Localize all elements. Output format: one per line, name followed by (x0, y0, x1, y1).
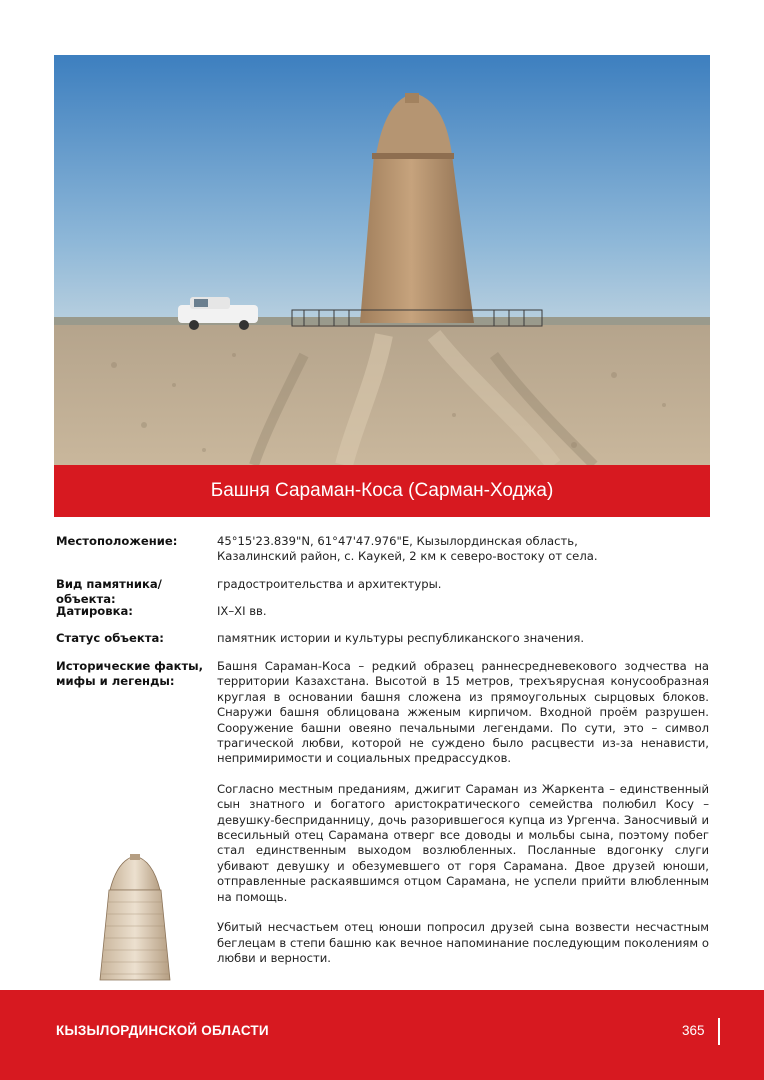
history-label (56, 659, 206, 690)
type-value: градостроительства и архитектуры. (217, 577, 442, 591)
location-line-1: 45°15'23.839"N, 61°47'47.976"E, Кызылординская область, (217, 534, 578, 548)
history-paragraph-1: Башня Сараман-Коса – редкий образец раннесредневекового зодчества на территории Казахстана. Высотой в 15 метров, трехъярусная конусообразная круглая в основании башня сложена из прямоугольных сырцовых блоков. Снаружи башня облицована жженым кирпичом. Входной проём разрушен. Сооружение башни овеяно печальными легендами. По сути, это – символ трагической любви, которой не суждено было расцвести из-за ненависти, непримиримости и социальных предрассудков. (217, 659, 709, 766)
location-value (217, 534, 709, 565)
history-text (217, 659, 709, 966)
dating-value: IX–XI вв. (217, 604, 267, 618)
page-title: Башня Сараман-Коса (Сарман-Ходжа) (210, 480, 554, 501)
title-band (54, 465, 710, 517)
footer-band (0, 990, 764, 1080)
footer-region-name: КЫЗЫЛОРДИНСКОЙ ОБЛАСТИ (56, 1023, 269, 1038)
tower-photo (54, 55, 710, 465)
status-value: памятник истории и культуры республиканского значения. (217, 631, 585, 645)
history-label-line-1: Исторические факты, (56, 659, 204, 673)
footer-divider (718, 1018, 720, 1045)
location-label: Местоположение: (56, 534, 178, 548)
page-number: 365 (682, 1023, 705, 1038)
history-paragraph-2: Согласно местным преданиям, джигит Сараман из Жаркента – единственный сын знатного и богатого аристократического семейства полюбил Косу – девушку-бесприданницу, дочь разорившегося купца из Ургенча. Заносчивый и всесильный отец Сарамана отверг все доводы и мольбы сына, поэтому побег стал единственным выходом возлюбленных. Посланные вдогонку слуги убивают девушку и обезумевшего от горя Сарамана. Двое друзей юноши, отправленные раскаявшимся отцом Сарамана, не успели прийти влюбленным на помощь. (217, 781, 709, 904)
dating-label: Датировка: (56, 604, 133, 618)
status-label: Статус объекта: (56, 631, 164, 645)
type-label: Вид памятника/объекта: (56, 577, 162, 607)
history-label-line-2: мифы и легенды: (56, 674, 175, 689)
location-line-2: Казалинский район, с. Каукей, 2 км к северо-востоку от села. (217, 549, 598, 564)
history-paragraph-3: Убитый несчастьем отец юноши попросил друзей сына возвести несчастным беглецам в степи башню как вечное напоминание последующим поколениям о любви и верности. (217, 920, 709, 965)
tower-sketch-illustration (96, 852, 174, 984)
